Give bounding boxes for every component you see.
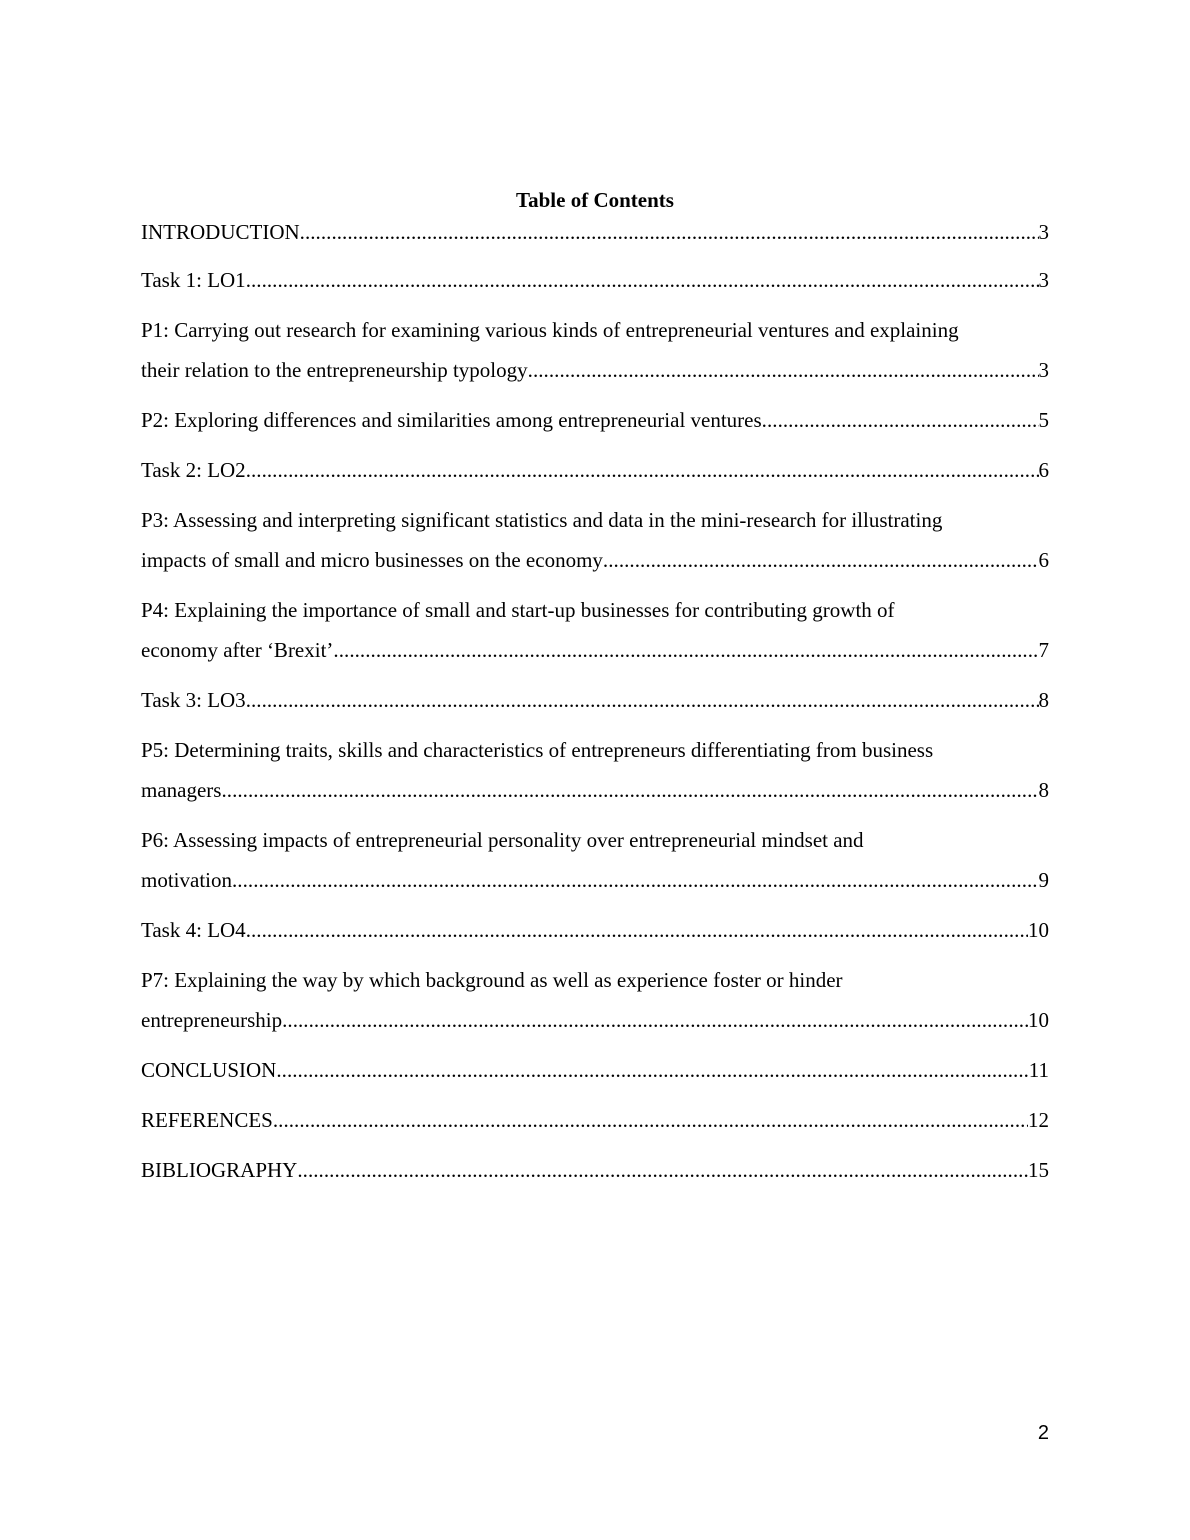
toc-page-number: 6 [1038, 458, 1049, 482]
dot-leader [273, 1100, 1028, 1140]
toc-page-number: 3 [1038, 268, 1049, 292]
toc-entry-text: Task 3: LO3 [141, 688, 246, 712]
toc-entry-references[interactable] [141, 1100, 1049, 1140]
dot-leader [528, 350, 1039, 390]
toc-entry-task-4[interactable] [141, 910, 1049, 950]
dot-leader [246, 680, 1039, 720]
toc-entry-p4[interactable] [141, 590, 1049, 670]
dot-leader [246, 450, 1039, 490]
dot-leader [300, 214, 1039, 250]
toc-entry-text: managers [141, 778, 222, 802]
toc-entry-p7[interactable] [141, 960, 1049, 1040]
toc-entry-text: P3: Assessing and interpreting significant statistics and data in the mini-research for illustrating [141, 508, 943, 532]
toc-entry-text: motivation [141, 868, 232, 892]
toc-entry-conclusion[interactable] [141, 1050, 1049, 1090]
table-of-contents [141, 186, 1049, 1200]
toc-entry-p2[interactable] [141, 400, 1049, 440]
toc-entry-text: Task 1: LO1 [141, 268, 246, 292]
toc-entry-text: their relation to the entrepreneurship typology [141, 358, 528, 382]
toc-page-number: 8 [1038, 688, 1049, 712]
toc-page-number: 9 [1038, 868, 1049, 892]
toc-entry-text: impacts of small and micro businesses on the economy [141, 548, 603, 572]
toc-entry-text: CONCLUSION [141, 1058, 277, 1082]
dot-leader [246, 910, 1028, 950]
toc-page-number: 3 [1038, 220, 1049, 244]
toc-entry-task-2[interactable] [141, 450, 1049, 490]
dot-leader [232, 860, 1039, 900]
toc-entry-text: P7: Explaining the way by which background as well as experience foster or hinder [141, 968, 843, 992]
toc-page-number: 11 [1028, 1058, 1049, 1082]
toc-page-number: 10 [1028, 918, 1049, 942]
toc-title: Table of Contents [516, 188, 674, 212]
toc-entry-p1[interactable] [141, 310, 1049, 390]
toc-page-number: 6 [1038, 548, 1049, 572]
toc-entry-text: P4: Explaining the importance of small and start-up businesses for contributing growth of [141, 598, 895, 622]
toc-entry-text: P1: Carrying out research for examining various kinds of entrepreneurial ventures and explaining [141, 318, 959, 342]
toc-entry-text: P5: Determining traits, skills and characteristics of entrepreneurs differentiating from business [141, 738, 934, 762]
toc-page-number: 12 [1028, 1108, 1049, 1132]
toc-entry-text: entrepreneurship [141, 1008, 283, 1032]
toc-list [141, 214, 1049, 1190]
toc-entry-text: INTRODUCTION [141, 220, 300, 244]
toc-page-number: 5 [1038, 408, 1049, 432]
toc-entry-p6[interactable] [141, 820, 1049, 900]
toc-page-number: 15 [1028, 1158, 1049, 1182]
toc-page-number: 7 [1038, 638, 1049, 662]
dot-leader [221, 770, 1038, 810]
dot-leader [297, 1150, 1028, 1190]
toc-entry-task-3[interactable] [141, 680, 1049, 720]
toc-entry-text: economy after ‘Brexit’ [141, 638, 334, 662]
toc-page-number: 3 [1038, 358, 1049, 382]
toc-entry-text: BIBLIOGRAPHY [141, 1158, 298, 1182]
toc-entry-text: Task 2: LO2 [141, 458, 246, 482]
toc-entry-text: P2: Exploring differences and similarities among entrepreneurial ventures [141, 408, 762, 432]
toc-entry-p3[interactable] [141, 500, 1049, 580]
dot-leader [333, 630, 1038, 670]
toc-entry-bibliography[interactable] [141, 1150, 1049, 1190]
toc-page-number: 8 [1038, 778, 1049, 802]
toc-page-number: 10 [1028, 1008, 1049, 1032]
toc-entry-text: REFERENCES [141, 1108, 273, 1132]
dot-leader [276, 1050, 1028, 1090]
dot-leader [603, 540, 1039, 580]
toc-entry-task-1[interactable] [141, 260, 1049, 300]
toc-entry-p5[interactable] [141, 730, 1049, 810]
dot-leader [246, 260, 1039, 300]
toc-entry-introduction[interactable] [141, 214, 1049, 250]
page-number: 2 [1037, 1422, 1049, 1444]
toc-entry-text: P6: Assessing impacts of entrepreneurial personality over entrepreneurial mindset and [141, 828, 864, 852]
dot-leader [762, 400, 1039, 440]
toc-entry-text: Task 4: LO4 [141, 918, 246, 942]
dot-leader [282, 1000, 1028, 1040]
